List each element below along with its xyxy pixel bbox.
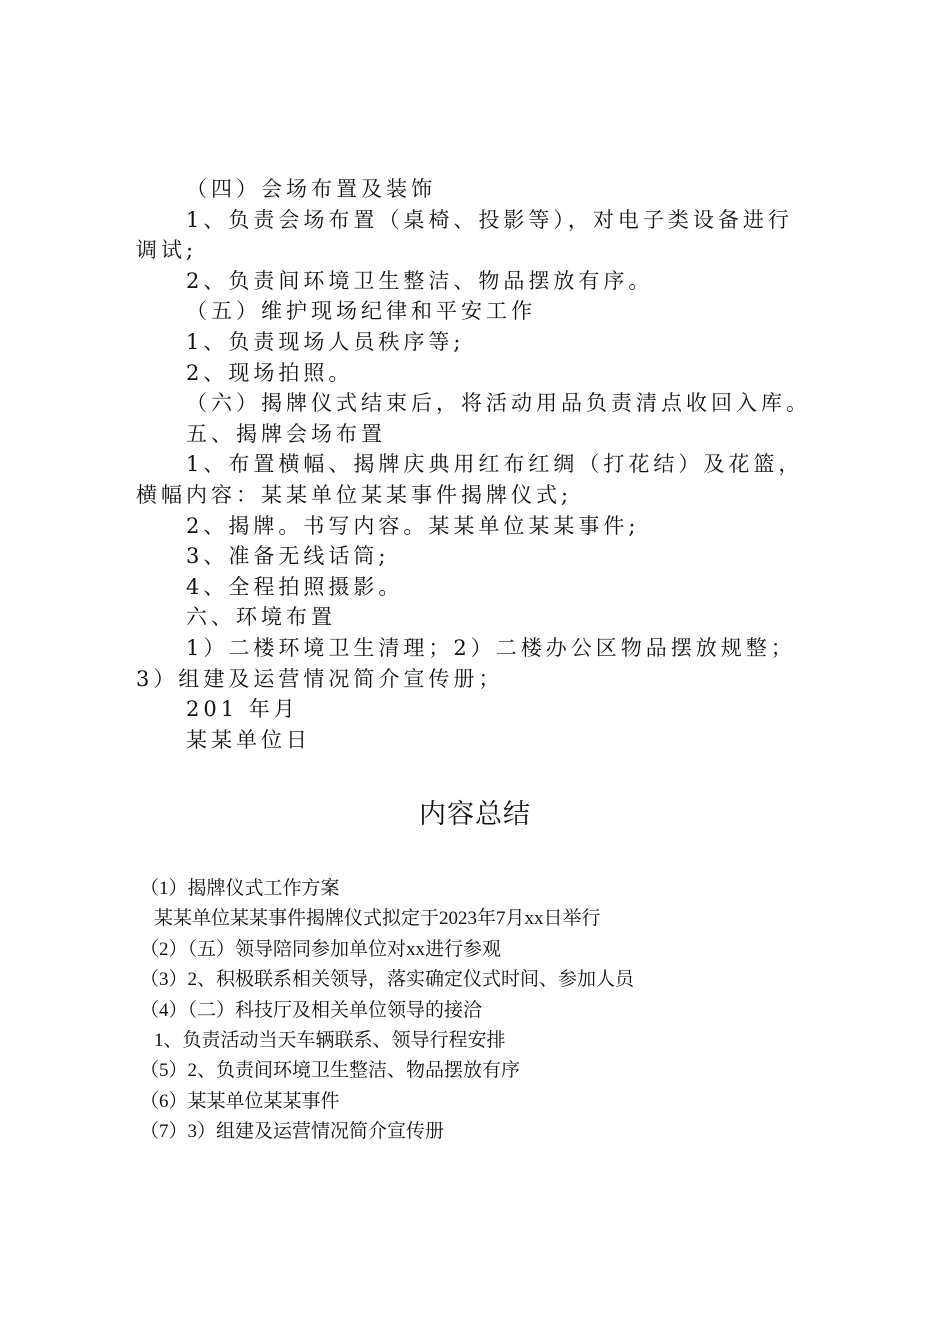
body-paragraph: （五）维护现场纪律和平安工作 <box>186 299 536 324</box>
summary-item: （4）（二）科技厅及相关单位领导的接洽 <box>140 999 483 1021</box>
body-paragraph: 3）组建及运营情况简介宣传册； <box>136 666 504 691</box>
summary-item: 1、负责活动当天车辆联系、领导行程安排 <box>154 1030 506 1052</box>
body-paragraph: 某某单位日 <box>186 727 311 752</box>
body-paragraph: 六、环境布置 <box>186 605 336 630</box>
body-paragraph: 1、布置横幅、揭牌庆典用红布红绸（打花结）及花篮， <box>186 452 804 477</box>
body-paragraph: 1、负责会场布置（桌椅、投影等），对电子类设备进行 <box>186 207 793 232</box>
body-paragraph: 4、全程拍照摄影。 <box>186 574 404 599</box>
summary-item: （3）2、积极联系相关领导，落实确定仪式时间、参加人员 <box>140 969 635 991</box>
body-paragraph: 调试; <box>136 238 198 263</box>
summary-title: 内容总结 <box>419 799 531 830</box>
body-paragraph: 2、负责间环境卫生整洁、物品摆放有序。 <box>186 268 654 293</box>
body-paragraph: 横幅内容：某某单位某某事件揭牌仪式; <box>136 482 573 507</box>
summary-item: （7）3）组建及运营情况简介宣传册 <box>140 1121 445 1143</box>
body-paragraph: 3、准备无线话筒; <box>186 544 390 569</box>
summary-item: （2）（五）领导陪同参加单位对xx进行参观 <box>140 938 502 960</box>
document-body <box>136 174 836 755</box>
body-paragraph: 2、揭牌。书写内容。某某单位某某事件; <box>186 513 640 538</box>
summary-item: （1）揭牌仪式工作方案 <box>140 878 340 899</box>
summary-list <box>140 874 840 1148</box>
body-paragraph: （六）揭牌仪式结束后，将活动用品负责清点收回入库。 <box>186 391 811 416</box>
summary-item: （5）2、负责间环境卫生整洁、物品摆放有序 <box>140 1060 521 1082</box>
summary-item: 某某单位某某事件揭牌仪式拟定于2023年7月xx日举行 <box>154 908 601 930</box>
body-paragraph: 201 年月 <box>186 697 299 722</box>
body-paragraph: （四）会场布置及装饰 <box>186 177 436 201</box>
body-paragraph: 1、负责现场人员秩序等; <box>186 329 465 354</box>
body-paragraph: 2、现场拍照。 <box>186 360 354 385</box>
summary-item: （6）某某单位某某事件 <box>140 1090 340 1112</box>
body-paragraph: 1）二楼环境卫生清理；2）二楼办公区物品摆放规整； <box>186 635 796 660</box>
body-paragraph: 五、揭牌会场布置 <box>186 421 386 446</box>
